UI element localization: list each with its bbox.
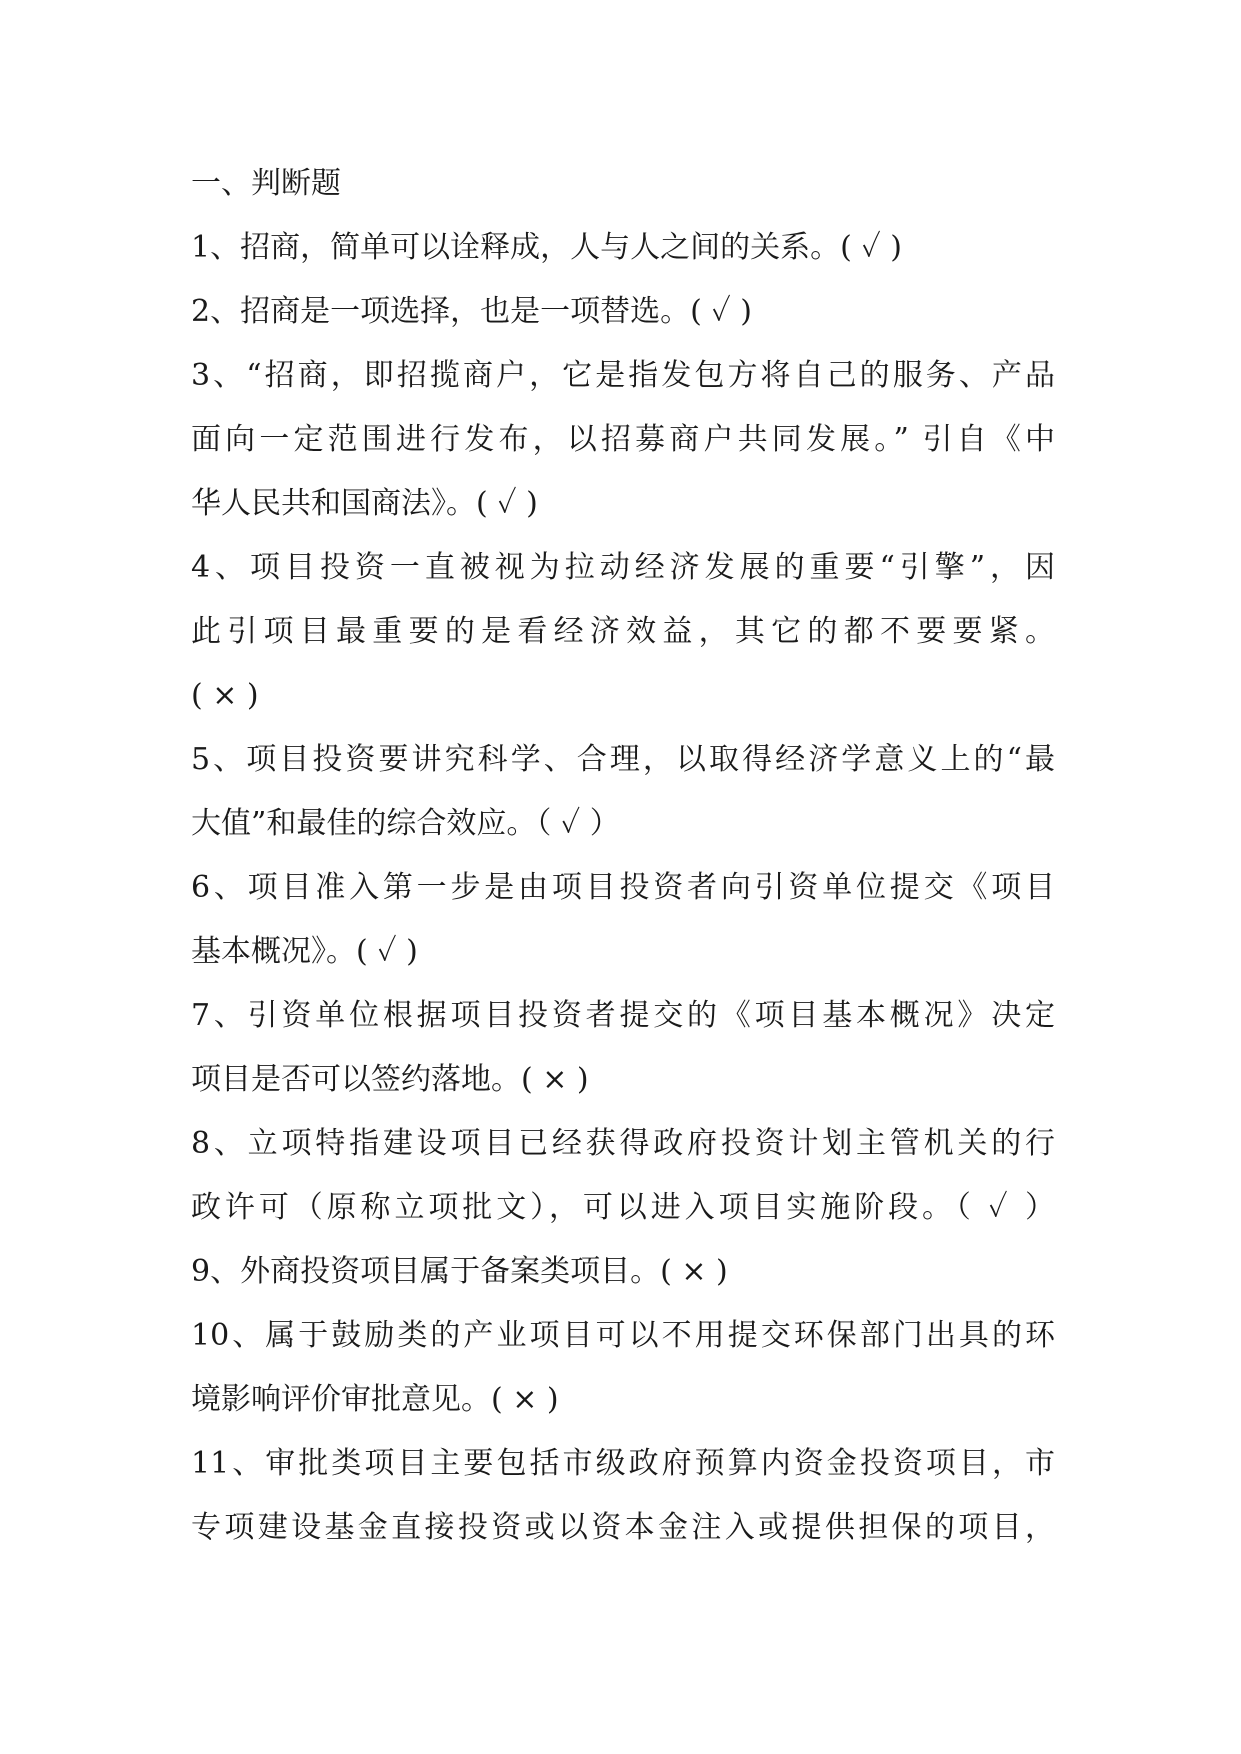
question-3-line-3: 华人民共和国商法》。( ✓ ): [191, 486, 538, 521]
question-10-line-2: 境影响评价审批意见。( × ): [191, 1382, 559, 1417]
question-2: 2、招商是一项选择，也是一项替选。( ✓ ): [191, 294, 752, 329]
question-7-line-1: 7、引资单位根据项目投资者提交的《项目基本概况》决定: [191, 998, 1055, 1033]
section-heading: 一、判断题: [191, 166, 341, 201]
question-4-line-3: ( × ): [191, 678, 259, 713]
question-5-line-2: 大值”和最佳的综合效应。（ ✓ ）: [191, 806, 620, 841]
question-11-line-2: 专项建设基金直接投资或以资本金注入或提供担保的项目，: [191, 1510, 1055, 1545]
question-3-line-1: 3、“招商，即招揽商户，它是指发包方将自己的服务、产品: [191, 358, 1055, 393]
question-3-line-2: 面向一定范围进行发布，以招募商户共同发展。” 引自《中: [191, 422, 1055, 457]
question-6-line-2: 基本概况》。( ✓ ): [191, 934, 418, 969]
question-8-line-2: 政许可（原称立项批文），可以进入项目实施阶段。（ ✓ ）: [191, 1190, 1055, 1225]
question-10-line-1: 10、属于鼓励类的产业项目可以不用提交环保部门出具的环: [191, 1318, 1055, 1353]
question-1: 1、招商，简单可以诠释成，人与人之间的关系。( ✓ ): [191, 230, 902, 265]
question-11-line-1: 11、审批类项目主要包括市级政府预算内资金投资项目，市: [191, 1446, 1055, 1481]
question-8-line-1: 8、立项特指建设项目已经获得政府投资计划主管机关的行: [191, 1126, 1055, 1161]
document-body: [191, 152, 1055, 1560]
question-5-line-1: 5、项目投资要讲究科学、合理，以取得经济学意义上的“最: [191, 742, 1055, 777]
question-4-line-1: 4、项目投资一直被视为拉动经济发展的重要“引擎”，因: [191, 550, 1055, 585]
question-6-line-1: 6、项目准入第一步是由项目投资者向引资单位提交《项目: [191, 870, 1055, 905]
question-7-line-2: 项目是否可以签约落地。( × ): [191, 1062, 589, 1097]
question-4-line-2: 此引项目最重要的是看经济效益，其它的都不要要紧。: [191, 614, 1055, 649]
question-9: 9、外商投资项目属于备案类项目。( × ): [191, 1254, 728, 1289]
